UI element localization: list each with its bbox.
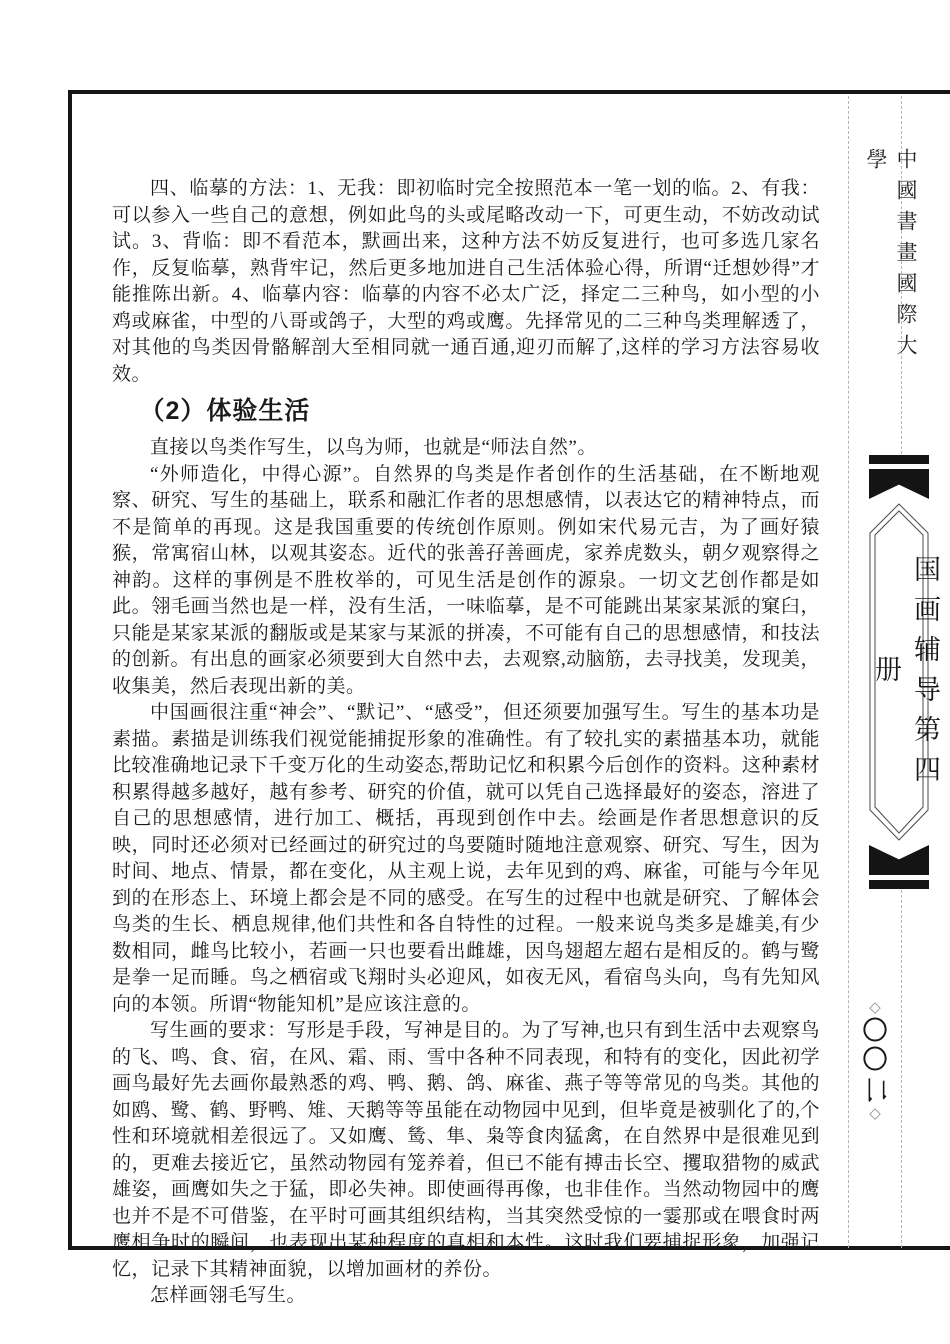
volume-banner [869, 455, 940, 889]
paragraph-sketch-from-birds: 直接以鸟类作写生，以鸟为师，也就是“师法自然”。 [150, 437, 597, 458]
paragraph-copy-methods: 四、临摹的方法：1、无我：即初临时完全按照范本一笔一划的临。2、有我：可以参入一些自己的意想，例如此鸟的头或尾略改动一下，可更生动，不妨改动试试。3、背临：即不看范本，默画出来，这种方法不妨反复进行，也可多选几家名作，反复临摹，熟背牢记，然后更多地加进自己生活体验心得，所谓“迁想妙得”才能推陈出新。4、临摹内容：临摹的内容不必太广泛，择定二三种鸟，如小型的小鸡或麻雀，中型的八哥或鸽子，大型的鸡或鹰。先择常见的二三种鸟类理解透了，对其他的鸟类因骨骼解剖大至相同就一通百通,迎刃而解了,这样的学习方法容易收效。 [112, 178, 820, 385]
banner-bottom-bar [869, 880, 929, 889]
banner-hexagon-cartouche [869, 503, 940, 841]
paragraph-how-to-sketch-birds: 怎样画翎毛写生。 [150, 1285, 307, 1306]
page-number-digit: 〇 [862, 1047, 888, 1074]
paragraph-learn-from-nature: “外师造化，中得心源”。自然界的鸟类是作者创作的生活基础，在不断地观察、研究、写生的基础上，联系和融汇作者的思想感情，以表达它的精神特点，而不是简单的再现。这是我国重要的传统创作原则。例如宋代易元吉，为了画好猿猴，常寓宿山林，以观其姿态。近代的张善孖善画虎，家养虎数头，朝夕观察得之神韵。这样的事例是不胜枚举的，可见生活是创作的源泉。一切文艺创作都是如此。翎毛画当然也是一样，没有生活，一味临摹，是不可能跳出某家某派的窠臼，只能是某家某派的翻版或是某家与某派的拼凑，不可能有自己的思想感情，和技法的创新。有出息的画家必须要到大自然中去，去观察,动脑筋，去寻找美，发现美，收集美，然后表现出新的美。 [112, 463, 820, 697]
page-body-text [112, 176, 820, 1310]
paragraph-sketching-requirements: 写生画的要求：写形是手段，写神是目的。为了写神,也只有到生活中去观察鸟的飞、鸣、食、宿，在风、霜、雨、雪中各种不同表现，和特有的变化，因此初学画鸟最好先去画你最熟悉的鸡、鸭、鹅、鸽、麻雀、燕子等等常见的鸟类。其他的如鸥、鹭、鹤、野鸭、雉、天鹅等等虽能在动物园中见到，但毕竟是被驯化了的,个性和环境就相差很远了。又如鹰、鸶、隼、枭等食肉猛禽，在自然界中是很难见到的，更难去接近它，虽然动物园有笼养着，但已不能有搏击长空、攫取猎物的威武雄姿，画鹰如失之于猛，即必失神。即使画得再像，也非佳作。当然动物园中的鹰也并不是不可借鉴，在平时可画其组织结构，当其突然受惊的一霎那或在喂食时两鹰相争时的瞬间，也表现出某种程度的真相和本性。这时我们要捕捉形象，加强记忆，记录下其精神面貌，以增加画材的养份。 [112, 1020, 820, 1280]
banner-top-bar [869, 455, 929, 464]
banner-top-ribbon-icon [869, 469, 929, 499]
paragraph-sketching-basics: 中国画很注重“神会”、“默记”、“感受”，但还须要加强写生。写生的基本功是素描。素描是训练我们视觉能捕捉形象的准确性。有了较扎实的素描基本功，就能比较准确地记录下千变万化的生动姿态,帮助记忆和积累今后创作的资料。这种素材积累得越多越好，越有参考、研究的价值，就可以凭自己选择最好的姿态，溶进了自己的思想感情，进行加工、概括，再现到创作中去。绘画是作者思想意识的反映，同时还必须对已经画过的研究过的鸟要随时随地注意观察、研究、写生，因为时间、地点、情景，都在变化，从主观上说，去年见到的鸡、麻雀，可能与今年见到的在形态上、环境上都会是不同的感受。在写生的过程中也就是研究、了解体会鸟类的生长、栖息规律,他们共性和各自特性的过程。一般来说鸟类多是雄美,有少数相同，雌鸟比较小，若画一只也要看出雌雄，因鸟翅超左超右是相反的。鹤与鹭是拳一足而睡。鸟之栖宿或飞翔时头必迎风，如夜无风，看宿鸟头向，鸟有先知风向的本领。所谓“物能知机”是应该注意的。 [112, 702, 820, 1015]
institution-vertical-title: 中國書畫國際大學 [864, 148, 918, 365]
page-number [858, 1000, 892, 1122]
volume-banner-title: 国画辅导第四册 [871, 555, 940, 795]
column-divider-left [848, 96, 849, 1248]
diamond-ornament-bottom-icon: ◇ [869, 1106, 881, 1122]
section-heading-experience-life: （2）体验生活 [139, 397, 311, 425]
diamond-ornament-top-icon: ◇ [869, 1000, 881, 1016]
column-divider-right-lower [901, 890, 902, 1248]
banner-bottom-ribbon-icon [869, 845, 929, 875]
page-number-digit: 二 [861, 1077, 889, 1103]
page-number-digit: 〇 [862, 1018, 888, 1045]
